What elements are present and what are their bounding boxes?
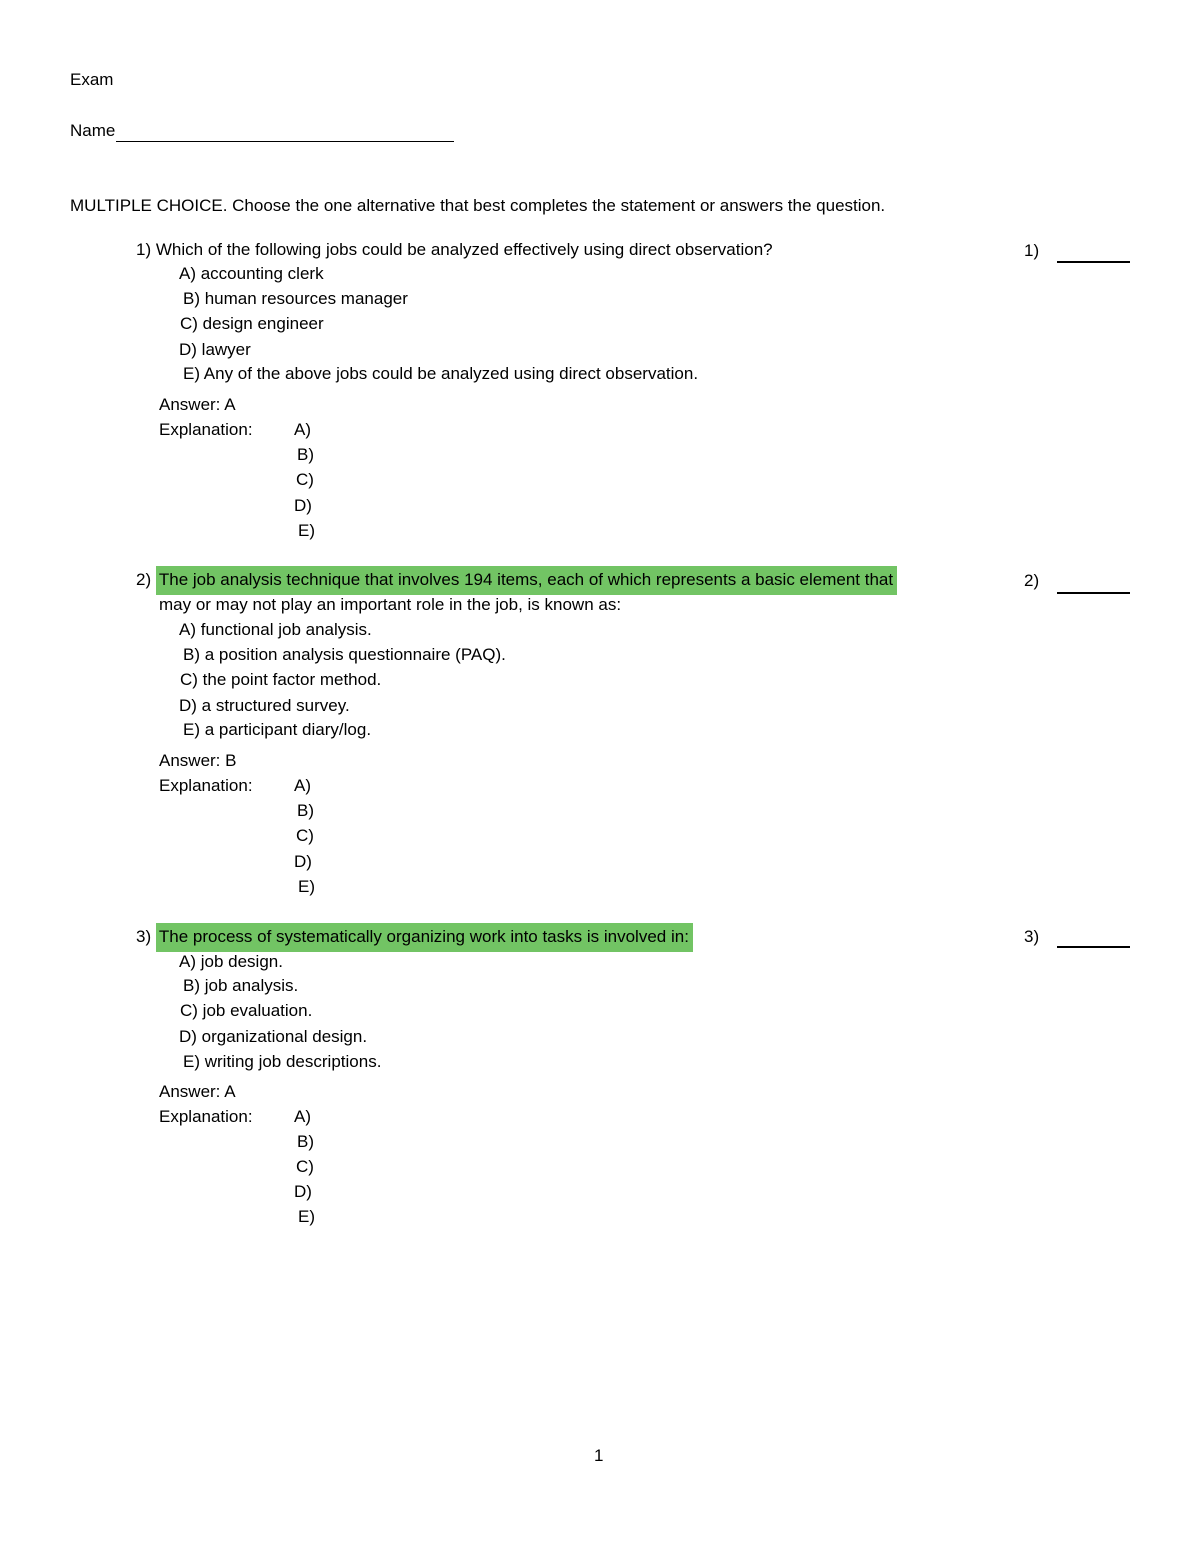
explanation-label: Explanation: bbox=[159, 1107, 253, 1126]
question-text: Which of the following jobs could be analyzed effectively using direct observation? bbox=[155, 240, 773, 259]
name-label: Name bbox=[70, 121, 116, 140]
explanation-key-c: C) bbox=[296, 470, 314, 489]
explanation-key-e: E) bbox=[298, 521, 315, 540]
explanation-label: Explanation: bbox=[159, 776, 253, 795]
option-e: E) a participant diary/log. bbox=[183, 720, 372, 739]
explanation-key-d: D) bbox=[294, 1182, 312, 1201]
explanation-key-c: C) bbox=[296, 1157, 314, 1176]
option-a: A) functional job analysis. bbox=[179, 620, 372, 639]
explanation-key-b: B) bbox=[297, 445, 314, 464]
answer-line: Answer: A bbox=[159, 1082, 236, 1101]
option-b: B) job analysis. bbox=[183, 976, 299, 995]
explanation-key-e: E) bbox=[298, 1207, 315, 1226]
name-field bbox=[70, 120, 454, 142]
option-d: D) lawyer bbox=[179, 340, 251, 359]
explanation-key-b: B) bbox=[297, 801, 314, 820]
answer-blank[interactable] bbox=[1057, 592, 1130, 594]
explanation-key-d: D) bbox=[294, 496, 312, 515]
answer-line: Answer: A bbox=[159, 395, 236, 414]
option-c: C) design engineer bbox=[180, 314, 324, 333]
margin-number: 1) bbox=[1024, 241, 1040, 260]
option-a: A) accounting clerk bbox=[179, 264, 324, 283]
option-d: D) organizational design. bbox=[179, 1027, 368, 1046]
page-number: 1 bbox=[594, 1446, 604, 1465]
explanation-key-e: E) bbox=[298, 877, 315, 896]
name-blank-line[interactable] bbox=[116, 123, 454, 142]
option-a: A) job design. bbox=[179, 952, 283, 971]
option-b: B) a position analysis questionnaire (PAQ). bbox=[183, 645, 506, 664]
explanation-key-a: A) bbox=[294, 420, 311, 439]
highlighted-question-text: The job analysis technique that involves 194 items, each of which represents a basic element that bbox=[156, 566, 897, 595]
exam-title: Exam bbox=[70, 70, 114, 89]
question-number: 2) bbox=[136, 570, 152, 589]
question-number: 1) bbox=[136, 240, 152, 259]
highlighted-question-text: The process of systematically organizing work into tasks is involved in: bbox=[156, 923, 693, 952]
explanation-key-a: A) bbox=[294, 1107, 311, 1126]
question-stem bbox=[136, 239, 773, 261]
answer-line: Answer: B bbox=[159, 751, 237, 770]
margin-number: 2) bbox=[1024, 571, 1040, 590]
instructions: MULTIPLE CHOICE. Choose the one alternative that best completes the statement or answers the question. bbox=[70, 196, 886, 215]
option-e: E) Any of the above jobs could be analyzed using direct observation. bbox=[183, 364, 699, 383]
question-stem bbox=[136, 926, 693, 948]
option-c: C) the point factor method. bbox=[180, 670, 382, 689]
question-text-continued: may or may not play an important role in the job, is known as: bbox=[159, 595, 622, 614]
explanation-key-d: D) bbox=[294, 852, 312, 871]
question-number: 3) bbox=[136, 927, 152, 946]
margin-number: 3) bbox=[1024, 927, 1040, 946]
answer-blank[interactable] bbox=[1057, 946, 1130, 948]
option-b: B) human resources manager bbox=[183, 289, 408, 308]
option-c: C) job evaluation. bbox=[180, 1001, 313, 1020]
option-e: E) writing job descriptions. bbox=[183, 1052, 382, 1071]
explanation-key-c: C) bbox=[296, 826, 314, 845]
explanation-key-a: A) bbox=[294, 776, 311, 795]
question-stem bbox=[136, 569, 897, 591]
explanation-key-b: B) bbox=[297, 1132, 314, 1151]
explanation-label: Explanation: bbox=[159, 420, 253, 439]
option-d: D) a structured survey. bbox=[179, 696, 350, 715]
answer-blank[interactable] bbox=[1057, 261, 1130, 263]
